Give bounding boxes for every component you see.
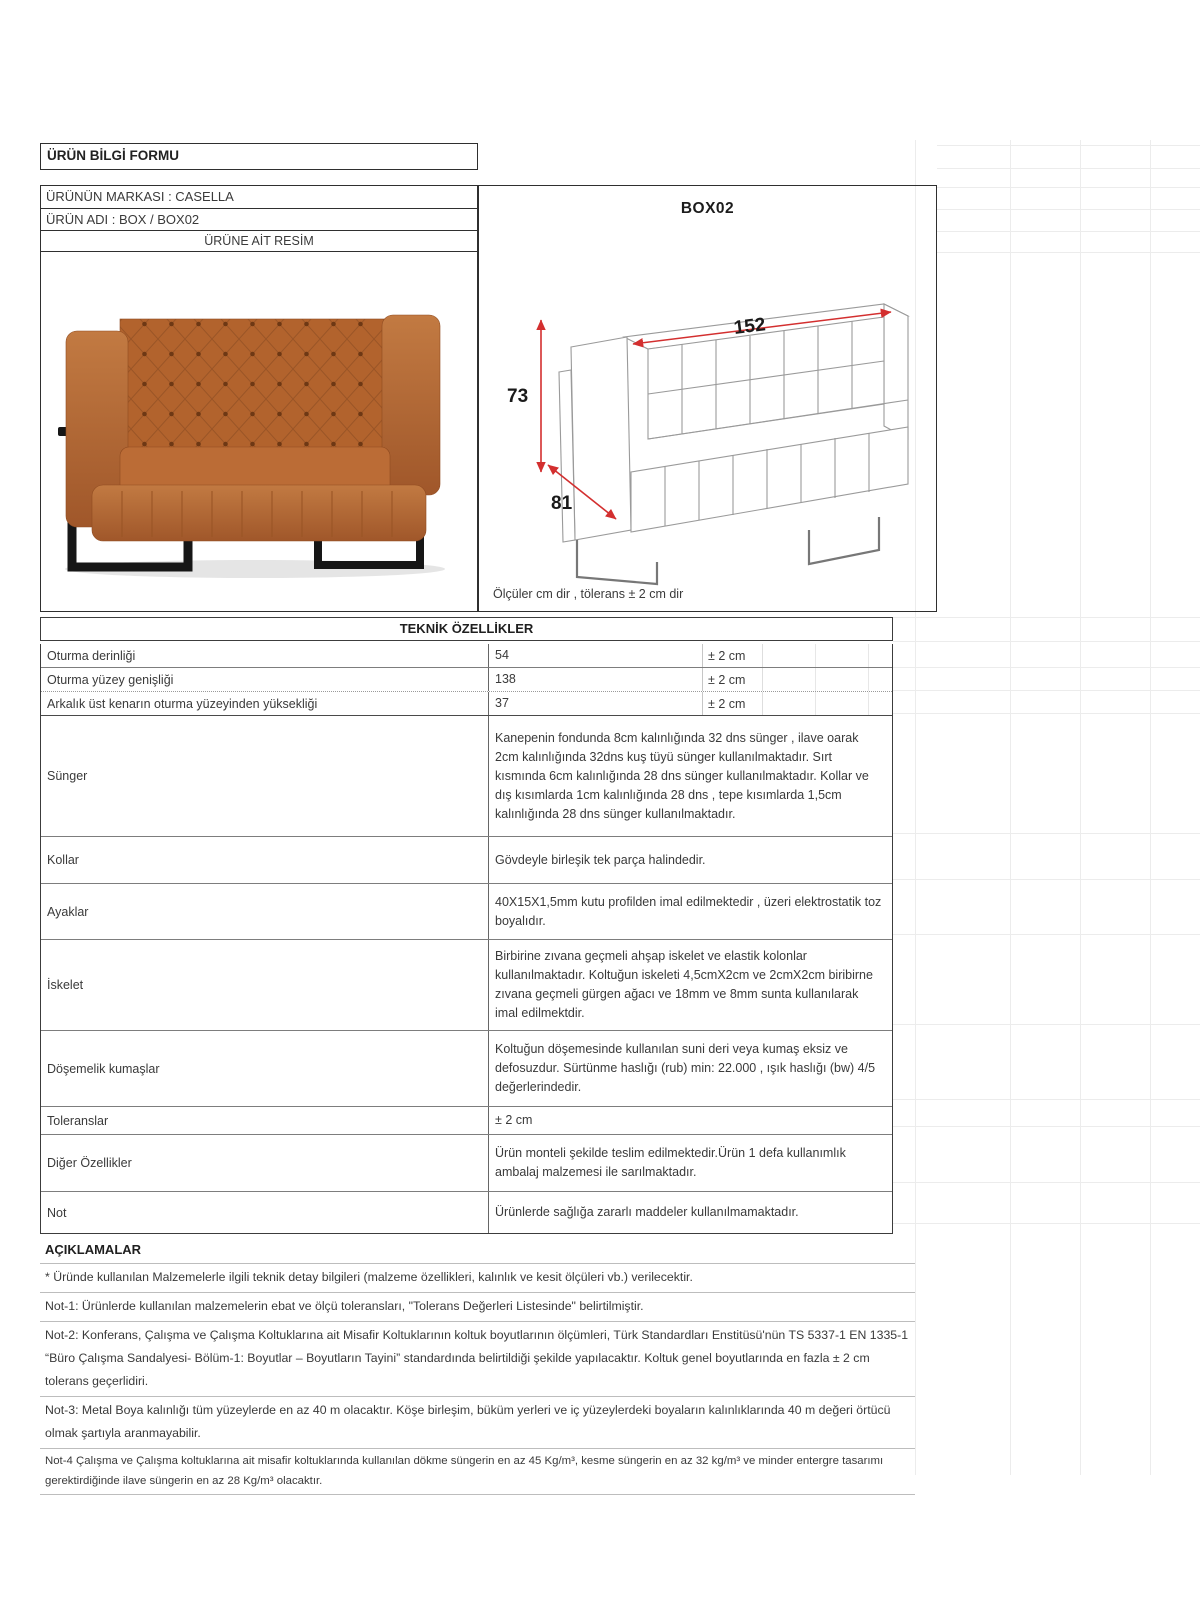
spec-value: Gövdeyle birleşik tek parça halindedir.	[495, 852, 706, 867]
spec-label: Ayaklar	[41, 884, 489, 939]
product-photo	[40, 251, 478, 612]
dim-height-label: 73	[507, 386, 529, 407]
spec-value: Birbirine zıvana geçmeli ahşap iskelet ve elastik kolonlar kullanılmaktadır. Koltuğun iskeleti 4,5cmX2cm ve 2cmX2cm biribirne zıvana geçmeli gürgen ağacı ve 18mm ve 8mm sunta kullanılarak imal edilmektdir.	[495, 949, 873, 1020]
spec-value: ± 2 cm	[495, 1113, 533, 1127]
table-row	[41, 1106, 892, 1134]
spec-label: Döşemelik kumaşlar	[41, 1031, 489, 1106]
empty-cell	[816, 668, 869, 691]
drawing-title: BOX02	[680, 200, 735, 217]
empty-cell	[763, 692, 816, 715]
spec-label: Sünger	[41, 716, 489, 836]
spec-value: 54	[489, 644, 703, 667]
table-row	[41, 1191, 892, 1233]
table-row	[41, 667, 892, 691]
table-row	[41, 691, 892, 715]
spec-label: Diğer Özellikler	[41, 1135, 489, 1191]
empty-cell	[869, 644, 892, 667]
product-name-row: ÜRÜN ADI : BOX / BOX02	[40, 208, 478, 231]
form-title: ÜRÜN BİLGİ FORMU	[40, 143, 478, 170]
spec-value: Koltuğun döşemesinde kullanılan suni deri veya kumaş eksiz ve defosuzdur. Sürtünme haslığı (rub) min: 22.000 , ışık haslığı (bw) 4/5 değerlerindedir.	[495, 1042, 876, 1094]
spec-value: Ürün monteli şekilde teslim edilmektedir.Ürün 1 defa kullanımlık ambalaj malzemesi ile sarılmaktadır.	[495, 1146, 846, 1179]
note-item: Not-3: Metal Boya kalınlığı tüm yüzeylerde en az 40 m olacaktır. Köşe birleşim, büküm yerleri ve iç yüzeylerdeki boyaların kalınlıklarında 40 m değeri örtücü olmak şartıyla aranmayabilir.	[40, 1396, 915, 1448]
spec-label: Toleranslar	[41, 1107, 489, 1134]
tech-specs-table	[40, 644, 893, 1234]
image-section-header: ÜRÜNE AİT RESİM	[40, 230, 478, 252]
note-item: Not-1: Ürünlerde kullanılan malzemelerin ebat ve ölçü toleransları, "Tolerans Değerleri Listesinde" belirtilmiştir.	[40, 1292, 915, 1321]
spec-label: Not	[41, 1192, 489, 1233]
table-row	[41, 644, 892, 667]
table-row	[41, 715, 892, 836]
notes-section	[40, 1236, 915, 1495]
empty-cell	[763, 644, 816, 667]
note-item: Not-2: Konferans, Çalışma ve Çalışma Koltuklarına ait Misafir Koltuklarının koltuk boyutlarının ölçümleri, Türk Standardları Enstitüsü'nün TS 5337-1 EN 1335-1 “Büro Çalışma Sandalyesi- Bölüm-1: Boyutlar – Boyutların Tayini” standardında belirtildiği şekilde yapılacaktır. Koltuk genel boyutlarında en fazla ± 2 cm tolerans geçerlidiri.	[40, 1321, 915, 1396]
table-row	[41, 939, 892, 1030]
spec-tolerance: ± 2 cm	[703, 644, 763, 667]
spec-label: İskelet	[41, 940, 489, 1030]
empty-cell	[816, 692, 869, 715]
spec-value: Kanepenin fondunda 8cm kalınlığında 32 dns sünger , ilave oarak 2cm kalınlığında 32dns kuş tüyü sünger kullanılmaktadır. Sırt kısmında 6cm kalınlığında 28 dns sünger kullanılmaktadır. Kollar ve dış kısımlarda 1cm kalınlığında 28 dns , tepe kısımlarda 1,5cm kalınlığında 28 dns sünger kullanılmaktadır.	[495, 730, 869, 821]
technical-drawing	[478, 185, 937, 612]
empty-cell	[763, 668, 816, 691]
empty-cell	[869, 668, 892, 691]
note-item: * Üründe kullanılan Malzemelerle ilgili teknik detay bilgileri (malzeme özellikleri, kalınlık ve kesit ölçüleri vb.) verilecektir.	[40, 1263, 915, 1292]
table-row	[41, 1030, 892, 1106]
empty-cell	[869, 692, 892, 715]
tech-specs-header: TEKNİK ÖZELLİKLER	[40, 617, 893, 641]
table-row	[41, 883, 892, 939]
drawing-tolerance-note: Ölçüler cm dir , tölerans ± 2 cm dir	[493, 587, 684, 601]
sofa-wireframe	[479, 232, 938, 587]
spec-label: Arkalık üst kenarın oturma yüzeyinden yüksekliği	[41, 692, 489, 715]
spec-value: 40X15X1,5mm kutu profilden imal edilmektedir , üzeri elektrostatik toz boyalıdır.	[495, 894, 882, 928]
note-item: Not-4 Çalışma ve Çalışma koltuklarına ait misafir koltuklarında kullanılan dökme süngerin en az 45 Kg/m³, kesme süngerin en az 32 kg/m³ ve minder entergre tasarımı gerektirdiğinde ilave süngerin en az 28 Kg/m³ olacaktır.	[40, 1448, 915, 1494]
spec-value: Ürünlerde sağlığa zararlı maddeler kullanılmamaktadır.	[495, 1205, 799, 1219]
sofa-photo-illustration	[50, 279, 470, 579]
table-row	[41, 836, 892, 883]
spec-tolerance: ± 2 cm	[703, 692, 763, 715]
spec-label: Oturma yüzey genişliği	[41, 668, 489, 691]
brand-row: ÜRÜNÜN MARKASI : CASELLA	[40, 185, 478, 209]
dim-width-label: 152	[732, 314, 767, 339]
spec-value: 138	[489, 668, 703, 691]
spec-tolerance: ± 2 cm	[703, 668, 763, 691]
spec-label: Kollar	[41, 837, 489, 883]
dim-depth-label: 81	[551, 493, 573, 514]
table-row	[41, 1134, 892, 1191]
empty-cell	[816, 644, 869, 667]
spec-value: 37	[489, 692, 703, 715]
notes-header: AÇIKLAMALAR	[45, 1242, 142, 1257]
spec-label: Oturma derinliği	[41, 644, 489, 667]
